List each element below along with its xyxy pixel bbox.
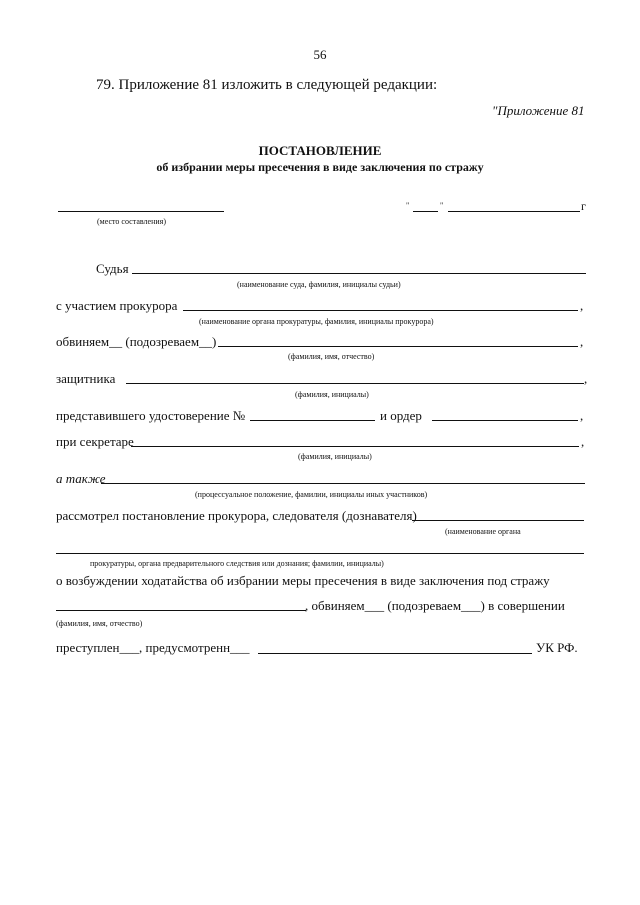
- accused-comma: ,: [580, 334, 584, 349]
- accused-committing-text: , обвиняем___ (подозреваем___) в совершении: [305, 598, 565, 613]
- also-caption: (процессуальное положение, фамилии, инициалы иных участников): [195, 490, 428, 499]
- fio-caption: (фамилия, имя, отчество): [56, 619, 143, 628]
- reviewed-label: рассмотрел постановление прокурора, следователя (дознавателя): [56, 508, 417, 523]
- defender-label: защитника: [56, 371, 116, 386]
- day-line: [413, 211, 438, 212]
- certificate-label: представившего удостоверение №: [56, 408, 246, 423]
- prosecutor-comma: ,: [580, 298, 584, 313]
- date-quote-open: ": [406, 201, 410, 210]
- year-suffix: г: [581, 199, 586, 213]
- prosecutor-label: с участием прокурора: [56, 298, 178, 313]
- intro-text: 79. Приложение 81 изложить в следующей редакции:: [96, 77, 438, 93]
- petition-text: о возбуждении ходатайства об избрании меры пресечения в виде заключения под стражу: [56, 573, 550, 588]
- reviewed-line: [412, 520, 584, 521]
- also-label: а также: [56, 471, 106, 486]
- judge-line: [132, 273, 586, 274]
- prosecutor-line: [183, 310, 578, 311]
- accused-name-line: [56, 610, 306, 611]
- document-subtitle: об избрании меры пресечения в виде заключения по стражу: [156, 160, 484, 174]
- order-label: и ордер: [380, 408, 422, 423]
- accused-label: обвиняем__ (подозреваем__): [56, 334, 217, 349]
- month-year-line: [448, 211, 580, 212]
- organ-caption: (наименование органа: [445, 527, 521, 536]
- judge-label: Судья: [96, 261, 129, 276]
- organ-line: [56, 553, 584, 554]
- uk-label: УК РФ.: [536, 640, 578, 655]
- secretary-label: при секретаре: [56, 434, 134, 449]
- defender-comma: ,: [584, 371, 588, 386]
- place-caption: (место составления): [97, 217, 166, 226]
- order-comma: ,: [580, 408, 584, 423]
- defender-caption: (фамилия, инициалы): [295, 390, 369, 399]
- judge-caption: (наименование суда, фамилия, инициалы судьи): [237, 280, 401, 289]
- prosecutor-caption: (наименование органа прокуратуры, фамилия, инициалы прокурора): [199, 317, 434, 326]
- order-line: [432, 420, 578, 421]
- crime-article-line: [258, 653, 532, 654]
- document-title: ПОСТАНОВЛЕНИЕ: [258, 143, 382, 158]
- secretary-comma: ,: [581, 434, 585, 449]
- secretary-line: [131, 446, 579, 447]
- certificate-line: [250, 420, 375, 421]
- defender-line: [126, 383, 584, 384]
- appendix-label: "Приложение 81: [492, 103, 585, 118]
- organ-caption-2: прокуратуры, органа предварительного следствия или дознания; фамилии, инициалы): [90, 559, 384, 568]
- place-line: [58, 211, 224, 212]
- page-number: 56: [313, 47, 327, 62]
- accused-line: [218, 346, 578, 347]
- date-quote-close: ": [440, 201, 444, 210]
- secretary-caption: (фамилия, инициалы): [298, 452, 372, 461]
- also-line: [101, 483, 585, 484]
- crime-label: преступлен___, предусмотренн___: [56, 640, 250, 655]
- accused-caption: (фамилия, имя, отчество): [288, 352, 375, 361]
